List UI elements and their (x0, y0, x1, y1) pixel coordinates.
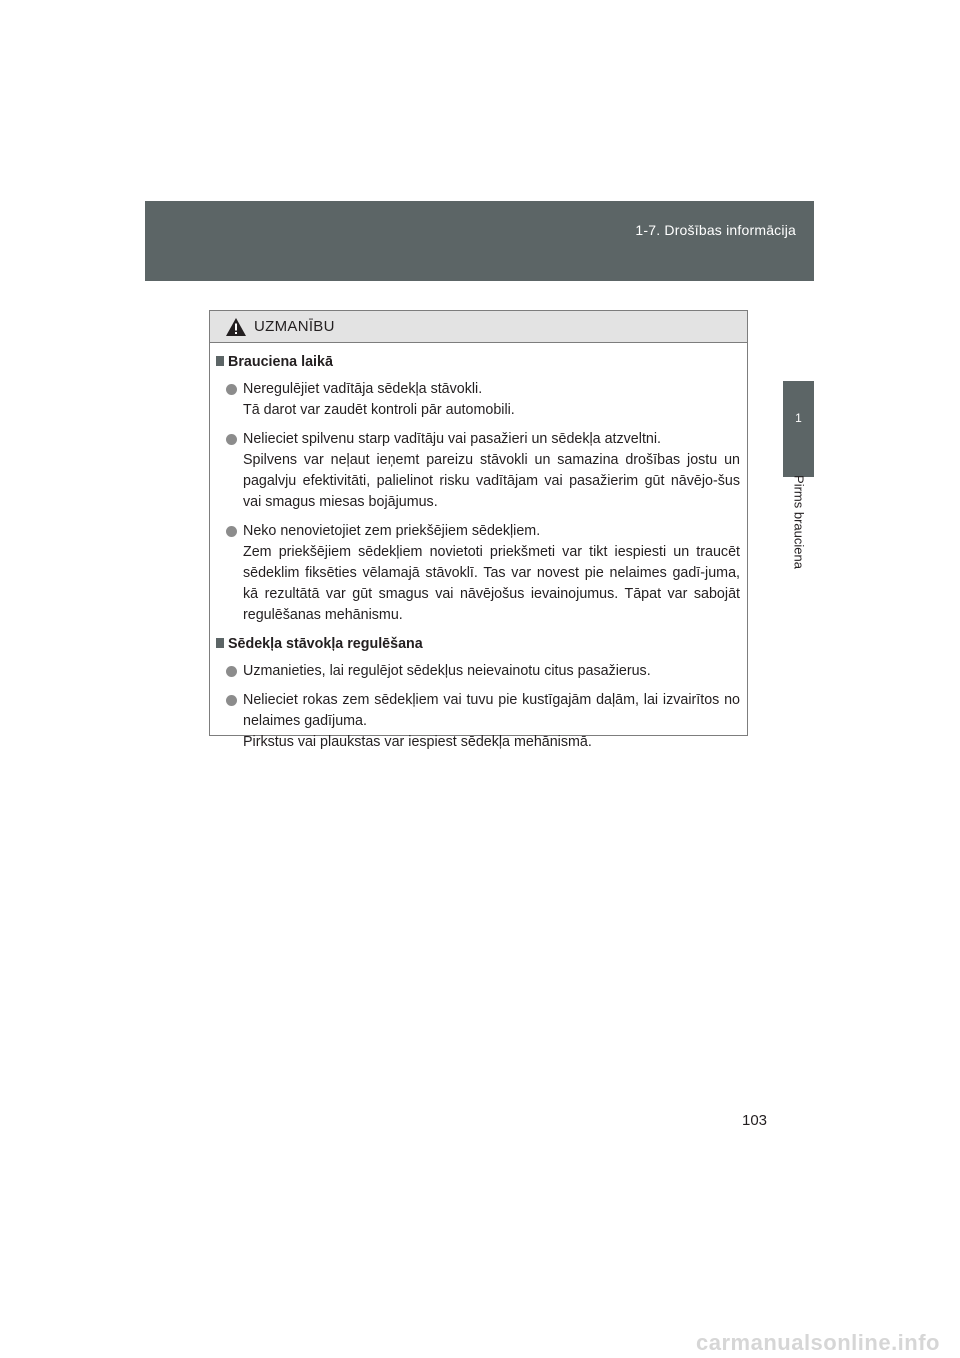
warning-header (210, 311, 747, 343)
chapter-tab (783, 381, 814, 477)
topic-title: Brauciena laikā (228, 354, 333, 370)
square-bullet-icon (216, 638, 224, 648)
warning-title: UZMANĪBU (254, 318, 335, 335)
chapter-label: Pirms brauciena (791, 475, 807, 569)
topic-heading (216, 634, 740, 655)
warning-triangle-icon (225, 317, 247, 337)
item-line: Spilvens var neļaut ieņemt pareizu stāvokli un samazina drošības jostu un pagalvju efektivitāti, palielinot risku vadītājam vai pasažierim gūt nāvējo-šus vai smagus miesas bojājumus. (243, 452, 740, 510)
list-item (226, 661, 740, 682)
list-item (226, 379, 740, 421)
chapter-number: 1 (795, 411, 802, 425)
item-line: Pirkstus vai plaukstas var iespiest sēdekļa mehānismā. (243, 734, 592, 750)
item-line: Neko nenovietojiet zem priekšējiem sēdekļiem. (243, 523, 541, 539)
item-line: Tā darot var zaudēt kontroli pār automobili. (243, 402, 515, 418)
list-item (226, 521, 740, 626)
round-bullet-icon (226, 434, 237, 445)
item-line: Zem priekšējiem sēdekļiem novietoti priekšmeti var tikt iespiesti un traucēt sēdeklim fiksēties vēlamajā stāvoklī. Tas var novest pie nelaimes gadī-juma, kā rezultātā var gūt smagus vai nāvējošus ievainojumus. Tāpat var sabojāt regulēšanas mehānismu. (243, 544, 740, 623)
square-bullet-icon (216, 356, 224, 366)
round-bullet-icon (226, 384, 237, 395)
list-item (226, 429, 740, 513)
section-header (145, 201, 814, 281)
round-bullet-icon (226, 526, 237, 537)
section-title: 1-7. Drošības informācija (635, 222, 796, 238)
item-line: Neregulējiet vadītāja sēdekļa stāvokli. (243, 381, 483, 397)
warning-body (210, 343, 747, 753)
topic-title: Sēdekļa stāvokļa regulēšana (228, 636, 423, 652)
warning-box (209, 310, 748, 750)
item-line: Uzmanieties, lai regulējot sēdekļus neievainotu citus pasažierus. (243, 663, 651, 679)
topic-heading (216, 352, 740, 373)
page-number: 103 (742, 1112, 768, 1129)
watermark: carmanualsonline.info (696, 1330, 940, 1355)
item-line: Nelieciet rokas zem sēdekļiem vai tuvu pie kustīgajām daļām, lai izvairītos no nelaimes gadījuma. (243, 692, 740, 729)
round-bullet-icon (226, 695, 237, 706)
item-line: Nelieciet spilvenu starp vadītāju vai pasažieri un sēdekļa atzveltni. (243, 431, 662, 447)
round-bullet-icon (226, 666, 237, 677)
list-item (226, 690, 740, 753)
